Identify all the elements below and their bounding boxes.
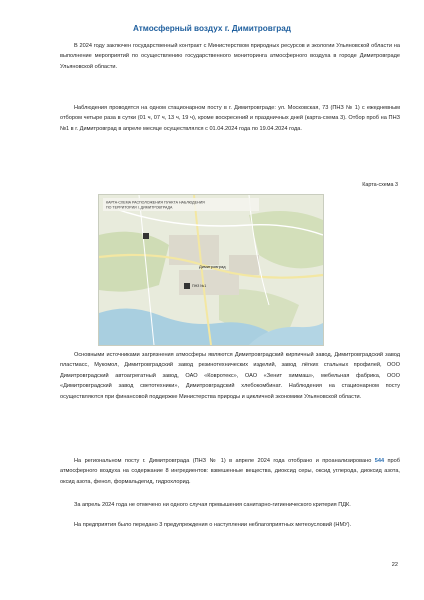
paragraph-samples-after: проб атмосферного воздуха на содержание 8 ингредиентов: взвешенные вещества, диоксид серы, оксид углерода, диоксид азота, оксид азота, фенол, формальдегид, гидрохлорид.: [60, 458, 400, 485]
paragraph-exceedance-text: За апрель 2024 года не отмечено ни одного случая превышения санитарно-гигиенического критерия ПДК.: [74, 502, 351, 508]
map-post-label: ПНЗ №1: [192, 284, 207, 288]
map-figure: [98, 194, 324, 346]
samples-count: 544: [374, 458, 385, 464]
page-number: 22: [391, 562, 398, 568]
paragraph-samples-before: На региональном посту г. Димитровграда (ПНЗ № 1) в апреле 2024 года отобрано и проанализировано: [74, 458, 375, 464]
paragraph-observations-text: Наблюдения проводятся на одном стационарном посту в г. Димитровграде: ул. Московская, 73 (ПНЗ № 1) с ежедневным отбором четыре раза в сутки (01 ч, 07 ч, 13 ч, 19 ч), кроме воскресений и праздничных дней (карта-схема 3). Отбор проб на ПНЗ №1 в г. Димитровград в апреле месяце осуществлялся с 01.04.2024 года по 19.04.2024 года.: [60, 105, 400, 132]
page-title: Атмосферный воздух г. Димитровград: [132, 24, 292, 33]
map-city-label: Димитровград: [199, 264, 226, 269]
map-marker-icon: [143, 233, 149, 239]
map-heading-line2: ПО ТЕРРИТОРИИ г. ДИМИТРОВГРАДА: [106, 205, 173, 210]
paragraph-contract: [60, 41, 400, 72]
map-marker-icon: [184, 283, 190, 289]
paragraph-warnings-text: На предприятия было передано 3 предупреждения о наступлении неблагоприятных метеоусловий (НМУ).: [74, 522, 352, 528]
paragraph-samples: [60, 456, 400, 487]
paragraph-exceedance: [60, 500, 400, 510]
paragraph-sources: [60, 350, 400, 402]
map-heading-line1: КАРТА-СХЕМА РАСПОЛОЖЕНИЯ ПУНКТА НАБЛЮДЕНИЯ: [106, 200, 205, 205]
paragraph-sources-text: Основными источниками загрязнения атмосферы являются Димитровградский кирпичный завод, Димитровградский завод пластмасс, Мукомол, Димитровградский завод резинотехнических изделий, завод лёгких стальных профилей, ООО Димитровградский автоагрегатный завод, ОАО «Ковротекс», ОАО «Зенит химмаш», мебельная фабрика, ООО «Димитровградский завод светотехники», Димитровградский хлебокомбинат. Наблюдения на стационарном посту осуществляются при финансовой поддержке Министерства природы и цикличной экономики Ульяновской области.: [60, 352, 400, 400]
map-caption: Карта-схема 3: [362, 182, 398, 188]
paragraph-contract-text: В 2024 году заключен государственный контракт с Министерством природных ресурсов и экологии Ульяновской области на выполнение мероприятий по осуществлению государственного мониторинга атмосферного воздуха в городе Димитровграде Ульяновской области.: [60, 43, 400, 70]
paragraph-warnings: [60, 520, 400, 530]
map-image: [99, 195, 323, 345]
paragraph-observations: [60, 103, 400, 134]
